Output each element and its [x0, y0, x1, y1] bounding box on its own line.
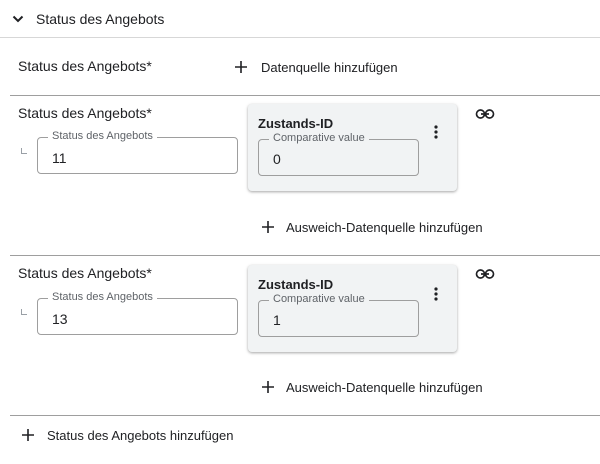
source-label: Status des Angebots*: [18, 58, 152, 74]
link-icon[interactable]: [475, 266, 495, 282]
condition-label: Status des Angebots*: [18, 105, 152, 121]
field-legend: Status des Angebots: [48, 291, 157, 303]
condition-divider: [10, 415, 600, 416]
state-id-card: [248, 104, 457, 191]
condition-divider: [10, 255, 600, 256]
add-fallback-label: Ausweich-Datenquelle hinzufügen: [286, 380, 483, 395]
field-value: 11: [52, 150, 67, 166]
header-divider: [0, 37, 600, 38]
card-title: Zustands-ID: [258, 277, 334, 292]
plus-icon: [261, 380, 275, 394]
field-value: 0: [273, 151, 281, 167]
state-id-card: [248, 265, 457, 352]
offer-status-field[interactable]: [37, 130, 238, 174]
branch-indicator: [21, 309, 27, 315]
chevron-down-icon[interactable]: [10, 11, 26, 27]
plus-icon: [261, 220, 275, 234]
add-fallback-label: Ausweich-Datenquelle hinzufügen: [286, 220, 483, 235]
card-title: Zustands-ID: [258, 116, 334, 131]
comparative-value-field[interactable]: [258, 293, 419, 337]
field-legend: Comparative value: [269, 132, 369, 144]
field-legend: Comparative value: [269, 293, 369, 305]
link-icon[interactable]: [475, 106, 495, 122]
add-datasource-button[interactable]: [232, 57, 402, 79]
add-offer-status-label: Status des Angebots hinzufügen: [47, 428, 234, 443]
comparative-value-field[interactable]: [258, 132, 419, 176]
field-value: 13: [52, 311, 68, 327]
more-vert-icon[interactable]: [428, 286, 444, 302]
offer-status-field[interactable]: [37, 291, 238, 335]
branch-indicator: [21, 148, 27, 154]
source-divider: [10, 95, 600, 96]
section-title: Status des Angebots: [36, 11, 165, 27]
add-fallback-datasource-button[interactable]: [258, 377, 488, 399]
add-fallback-datasource-button[interactable]: [258, 217, 488, 239]
section-header[interactable]: [0, 0, 600, 37]
field-legend: Status des Angebots: [48, 130, 157, 142]
add-offer-status-button[interactable]: [18, 425, 238, 447]
field-value: 1: [273, 312, 281, 328]
plus-icon: [234, 60, 248, 74]
plus-icon: [21, 428, 35, 442]
condition-label: Status des Angebots*: [18, 265, 152, 281]
more-vert-icon[interactable]: [428, 124, 444, 140]
add-datasource-label: Datenquelle hinzufügen: [261, 60, 398, 75]
